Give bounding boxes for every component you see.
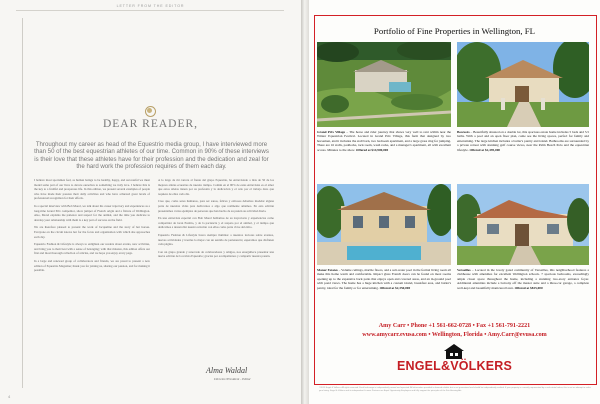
listing-price: Offered at $14,900,000 <box>355 147 389 152</box>
letter-paragraph: I believe most sportsmen feel, as human beings to be healthy, happy, and successful we must model some part of our lives to devote ourselves to something we truly love. I believe this is the key to a fruitful and prosperous life. In this edition, we present several examples of people who have made their passion their daily activities and who have achieved great levels of professional recognition for their efforts. <box>34 178 150 201</box>
listing-description <box>457 268 589 290</box>
letter-heading: DEAR READER, <box>102 118 199 130</box>
page-number: 4 <box>8 394 11 399</box>
letter-paragraph: Creo que, como seres humanos, para ser sanos, felices y exitosos debemos modelar alguna parte de nuestras vidas para dedicarnos a algo que realmente amamos. En esta edición presentamos varios ejemplos de personas que han hecho de su pasión su actividad diaria. <box>158 199 274 213</box>
listing-price: Offered at $825,000 <box>514 285 543 290</box>
listing-name: Versailles <box>457 268 471 272</box>
editor-signature: Alma Waldal <box>206 366 248 375</box>
property-photo-manor-estates <box>317 184 451 265</box>
margin-rule <box>22 18 23 388</box>
ad-title: Portfolio of Fine Properties in Wellington, FL <box>373 26 536 36</box>
letter-column-english <box>34 178 150 276</box>
letter-paragraph: En una entrevista especial con Bob Morel hablamos de su trayectoria y experiencias como competidor de Gran Premio, y de la paciencia y el respeto por el animal, y el tiempo que dedicamos a desarrollar nuestra relación con ellos como parte clave del éxito. <box>158 216 274 230</box>
listing-description <box>317 268 451 290</box>
listing-text: – The horse and rider journey that shows very well to rent within near the Winter Equestrian Festival. Located in Grand Prix Village, this farm that designed by two horsemen, and it includes the stall barn, two bedroom apartment, and a large grass ring for jumping. There are 16 stalls, paddocks, tack room, wash racks, and a manager's apartment, all with excellent access. Minutes to the show. <box>317 130 452 152</box>
running-head: LETTER FROM THE EDITOR <box>116 4 185 8</box>
listing-text: – Located in the lovely gated community of Versailles, this neighborhood features a clubhouse with amenities for excellent Wellington schools. 7 spacious bedrooms, exceedingly ample closet space throughout the home, including a stunning two-story entrance foyer. Additional amenities include a balcony off the master suite and a three-car garage, a complete well-kept and beautifully manicured lawn. <box>457 268 589 290</box>
letter-paragraph: Equestrio Fashion & Lifestyle is always to enlighten our readers about events, new activities, and bring you to their best with a sense of belonging; with that mission, this edition offers our first and most thorough collection of articles, and we hope you enjoy every page. <box>34 242 150 256</box>
listing-name: Grand Prix Village <box>317 130 346 134</box>
brand-logo: ENGEL&VÖLKERS <box>396 359 513 373</box>
real-estate-ad-page <box>309 0 600 404</box>
property-photo-bowtosis <box>457 42 589 127</box>
letter-paragraph: We are therefore pleased to present the work of Jacqueline and the story of her horses. Everyone on the circuit knows her for the focus and organization with which she approaches each day. <box>34 225 150 239</box>
editor-title: Director/President - Editor <box>214 377 251 381</box>
listing-description <box>457 130 589 152</box>
legal-fine-print: ©2015 Engel & Völkers. All rights reserved. Each brokerage is independently owned and operated. All information provided is deemed reliable but is not guaranteed and should be independently verified. If your property is currently represented by a real estate broker, this is not an attempt to solicit your listing. Engel & Völkers and its independent License Partners are Equal Opportunity Employers and fully support the principles of the Fair Housing Act. <box>319 387 591 392</box>
property-photo-versailles <box>457 184 589 265</box>
listing-name: Bowtosis <box>457 130 470 134</box>
listing-text: – Volume ceilings, marble floors, and a salt-water pool in the formal living room all make this home warm and comfortable. Impact glass French doors can be found on most rooms opening up to the expansive back patio that enjoys open and covered areas, and an in-ground pool with pond views. The home has a huge kitchen with a custom island, breakfast area, and butler's pantry, ideal for the family or for entertaining. <box>317 268 451 290</box>
header-rule <box>16 10 284 11</box>
listing-price: Offered at $2,495,000 <box>469 147 501 152</box>
crest-center <box>147 108 152 113</box>
letter-intro: Throughout my career as head of the Equestrio media group, I have interviewed more than 50 of the best equestrian athletes of our time. Common in 90% of these interviews is their love that these athletes have for their profession and the dedication and zeal for the hard work the profession requires of them each day. <box>34 141 269 171</box>
equestrio-crest-icon <box>145 106 156 117</box>
letter-paragraph: In a large and renewed group of collaborators and friends, we are proud to present a new edition of Equestrio Magazine; thank you for joining us, sharing our passion, and for making it possible. <box>34 258 150 273</box>
listing-description <box>317 130 451 152</box>
letter-paragraph: A lo largo de mi carrera al frente del grupo Equestrio, he entrevistado a más de 50 de los mejores atletas ecuestres de nuestro tiempo. Común en el 90% de estas entrevistas es el amor que estos atletas tienen por su profesión y la dedicación y el celo por el trabajo duro que requiere de ellos cada día. <box>158 178 274 196</box>
listing-name: Manor Estates <box>317 268 338 272</box>
letter-column-spanish <box>158 178 274 262</box>
agent-contact-phone: Amy Carr • Phone +1 561-662-0728 • Fax +1 561-791-2221 <box>378 323 531 329</box>
page-gutter <box>301 0 309 404</box>
property-photo-grand-prix-village <box>317 42 451 127</box>
engel-volkers-house-icon <box>442 343 466 359</box>
agent-contact-web: www.amycarr.evusa.com • Wellington, Florida • Amy.Carr@evusa.com <box>362 332 547 338</box>
letter-paragraph: Con un grupo grande y renovado de colaboradores y amigos, nos enorgullece presentar una nueva edición de la revista Equestrio; gracias por acompañarnos y compartir nuestra pasión. <box>158 249 274 259</box>
listing-price: Offered at $2,350,000 <box>379 285 411 290</box>
listing-text: – Beautifully situated on a double lot, this spacious estate home includes 5 beds and 5.5 baths. With a pool and an open floor plan, come see the living spaces, perfect for family and entertaining. The large kitchen includes a butler's pantry and island. Bathrooms are surrounded by a private retreat with stunning golf course views, near the Palm Beach Polo and the equestrian lifestyle. <box>457 130 589 152</box>
letter-paragraph: Equestrio Fashion & Lifestyle busca siempre iluminar a nuestros lectores sobre eventos, nuevas actividades y traerles lo mejor con un sentido de pertenencia; esperamos que disfruten cada página. <box>158 232 274 247</box>
letter-paragraph: In a special interview with Bob Morel, we talk about his career trajectory and experiences as a long-time Grand Prix competitor, show jumper of French origin and a fixture of Wellington. Also, Morel explains the patience and respect for the animal, and the time you dedicate to develop your relationship with them is a key part of success on the field. <box>34 203 150 222</box>
